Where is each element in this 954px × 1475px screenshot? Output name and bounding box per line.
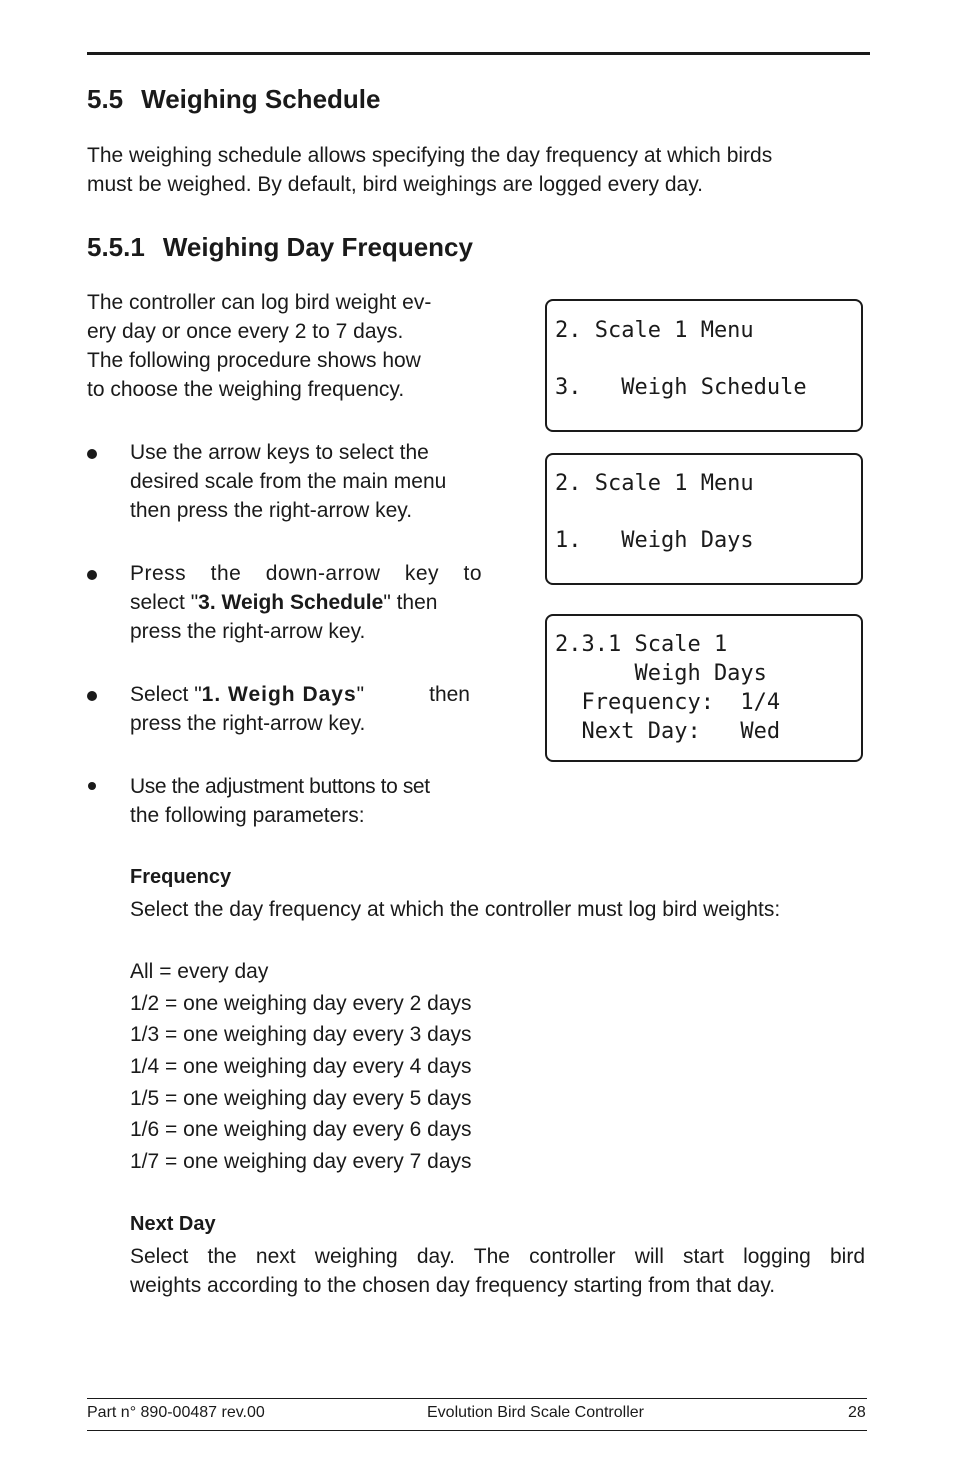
footer-page-number: 28	[848, 1404, 866, 1421]
option-equals: =	[165, 1118, 178, 1142]
menu-item-weigh-schedule: 3. Weigh Schedule	[198, 591, 384, 614]
step-2-text: select "	[130, 591, 199, 614]
option-key: 1/4	[130, 1055, 160, 1079]
lcd-line: 1. Weigh Days	[555, 528, 754, 553]
frequency-option	[130, 988, 472, 1020]
frequency-option	[130, 956, 472, 988]
step-4-line: the following parameters:	[130, 804, 365, 827]
lcd-line: 2. Scale 1 Menu	[555, 318, 754, 343]
frequency-option	[130, 1019, 472, 1051]
bullet-dot	[87, 570, 97, 580]
lcd-line: Weigh Days	[555, 661, 767, 686]
option-desc: one weighing day every 4 days	[183, 1055, 472, 1079]
option-equals: =	[165, 1055, 178, 1079]
lcd-screen-weigh-days	[545, 453, 863, 585]
option-key: 1/2	[130, 991, 160, 1015]
next-day-line-1: Select the next weighing day. The controller will start logging bird	[130, 1245, 865, 1268]
section-number: 5.5	[87, 84, 124, 114]
footer-rule-top	[87, 1398, 867, 1399]
step-3-text: " then	[356, 683, 470, 706]
option-desc: one weighing day every 6 days	[183, 1118, 472, 1142]
lcd-line: 3. Weigh Schedule	[555, 375, 807, 400]
bullet-dot	[87, 691, 97, 701]
step-3-text: Select "	[130, 683, 202, 706]
para-line: The following procedure shows how	[87, 349, 421, 372]
footer-rule-bottom	[87, 1430, 867, 1431]
subsection-heading	[87, 232, 473, 263]
option-equals: =	[165, 1150, 178, 1174]
subsection-title: Weighing Day Frequency	[162, 232, 473, 262]
option-desc: every day	[177, 960, 269, 983]
bullet-dot	[88, 782, 96, 790]
option-desc: one weighing day every 5 days	[183, 1086, 472, 1110]
step-1-line: Use the arrow keys to select the	[130, 441, 429, 464]
section-title: Weighing Schedule	[141, 84, 381, 114]
frequency-heading: Frequency	[130, 866, 232, 888]
option-equals: =	[159, 960, 172, 983]
top-rule	[87, 52, 870, 55]
option-key: 1/5	[130, 1086, 160, 1110]
lcd-line: 2. Scale 1 Menu	[555, 471, 754, 496]
step-3-line-2: press the right-arrow key.	[130, 712, 366, 735]
section-intro-line-1: The weighing schedule allows specifying the day frequency at which birds	[87, 144, 773, 167]
option-key: All	[130, 960, 154, 983]
option-desc: one weighing day every 2 days	[183, 991, 472, 1015]
lcd-screen-frequency	[545, 614, 863, 762]
option-equals: =	[165, 1023, 178, 1047]
para-line: ery day or once every 2 to 7 days.	[87, 320, 404, 343]
option-desc: one weighing day every 3 days	[183, 1023, 472, 1047]
option-key: 1/6	[130, 1118, 160, 1142]
footer-document-title: Evolution Bird Scale Controller	[427, 1404, 644, 1421]
menu-item-weigh-days: 1. Weigh Days	[201, 683, 357, 706]
frequency-option	[130, 1051, 472, 1083]
option-key: 1/3	[130, 1023, 160, 1047]
frequency-option	[130, 1114, 472, 1146]
step-1-line: then press the right-arrow key.	[130, 499, 413, 522]
step-4-line: Use the adjustment buttons to set	[130, 775, 430, 798]
option-key: 1/7	[130, 1150, 160, 1174]
bullet-dot	[87, 449, 97, 459]
section-intro-line-2: must be weighed. By default, bird weighings are logged every day.	[87, 173, 703, 196]
frequency-option	[130, 1146, 472, 1178]
frequency-options-list	[130, 956, 472, 1178]
lcd-line: Frequency: 1/4	[555, 690, 781, 715]
next-day-heading: Next Day	[130, 1213, 216, 1235]
step-3-line-1	[130, 680, 470, 709]
step-1-line: desired scale from the main menu	[130, 470, 447, 493]
step-2-line-2	[130, 588, 482, 617]
option-desc: one weighing day every 7 days	[183, 1150, 472, 1174]
frequency-option	[130, 1083, 472, 1115]
option-equals: =	[165, 1086, 178, 1110]
footer-part-number: Part n° 890-00487 rev.00	[87, 1404, 265, 1421]
option-equals: =	[165, 991, 178, 1015]
para-line: The controller can log bird weight ev-	[87, 291, 432, 314]
lcd-screen-weigh-schedule	[545, 299, 863, 432]
frequency-description: Select the day frequency at which the controller must log bird weights:	[130, 898, 781, 921]
lcd-line: Next Day: Wed	[555, 719, 781, 744]
step-2-text: " then	[383, 591, 438, 614]
lcd-line: 2.3.1 Scale 1	[555, 632, 728, 657]
next-day-line-2: weights according to the chosen day frequency starting from that day.	[130, 1274, 776, 1297]
section-heading	[87, 84, 380, 115]
step-2-line-1: Press the down-arrow key to	[130, 562, 482, 585]
subsection-number: 5.5.1	[87, 232, 145, 262]
step-2-line-3: press the right-arrow key.	[130, 620, 366, 643]
para-line: to choose the weighing frequency.	[87, 378, 405, 401]
